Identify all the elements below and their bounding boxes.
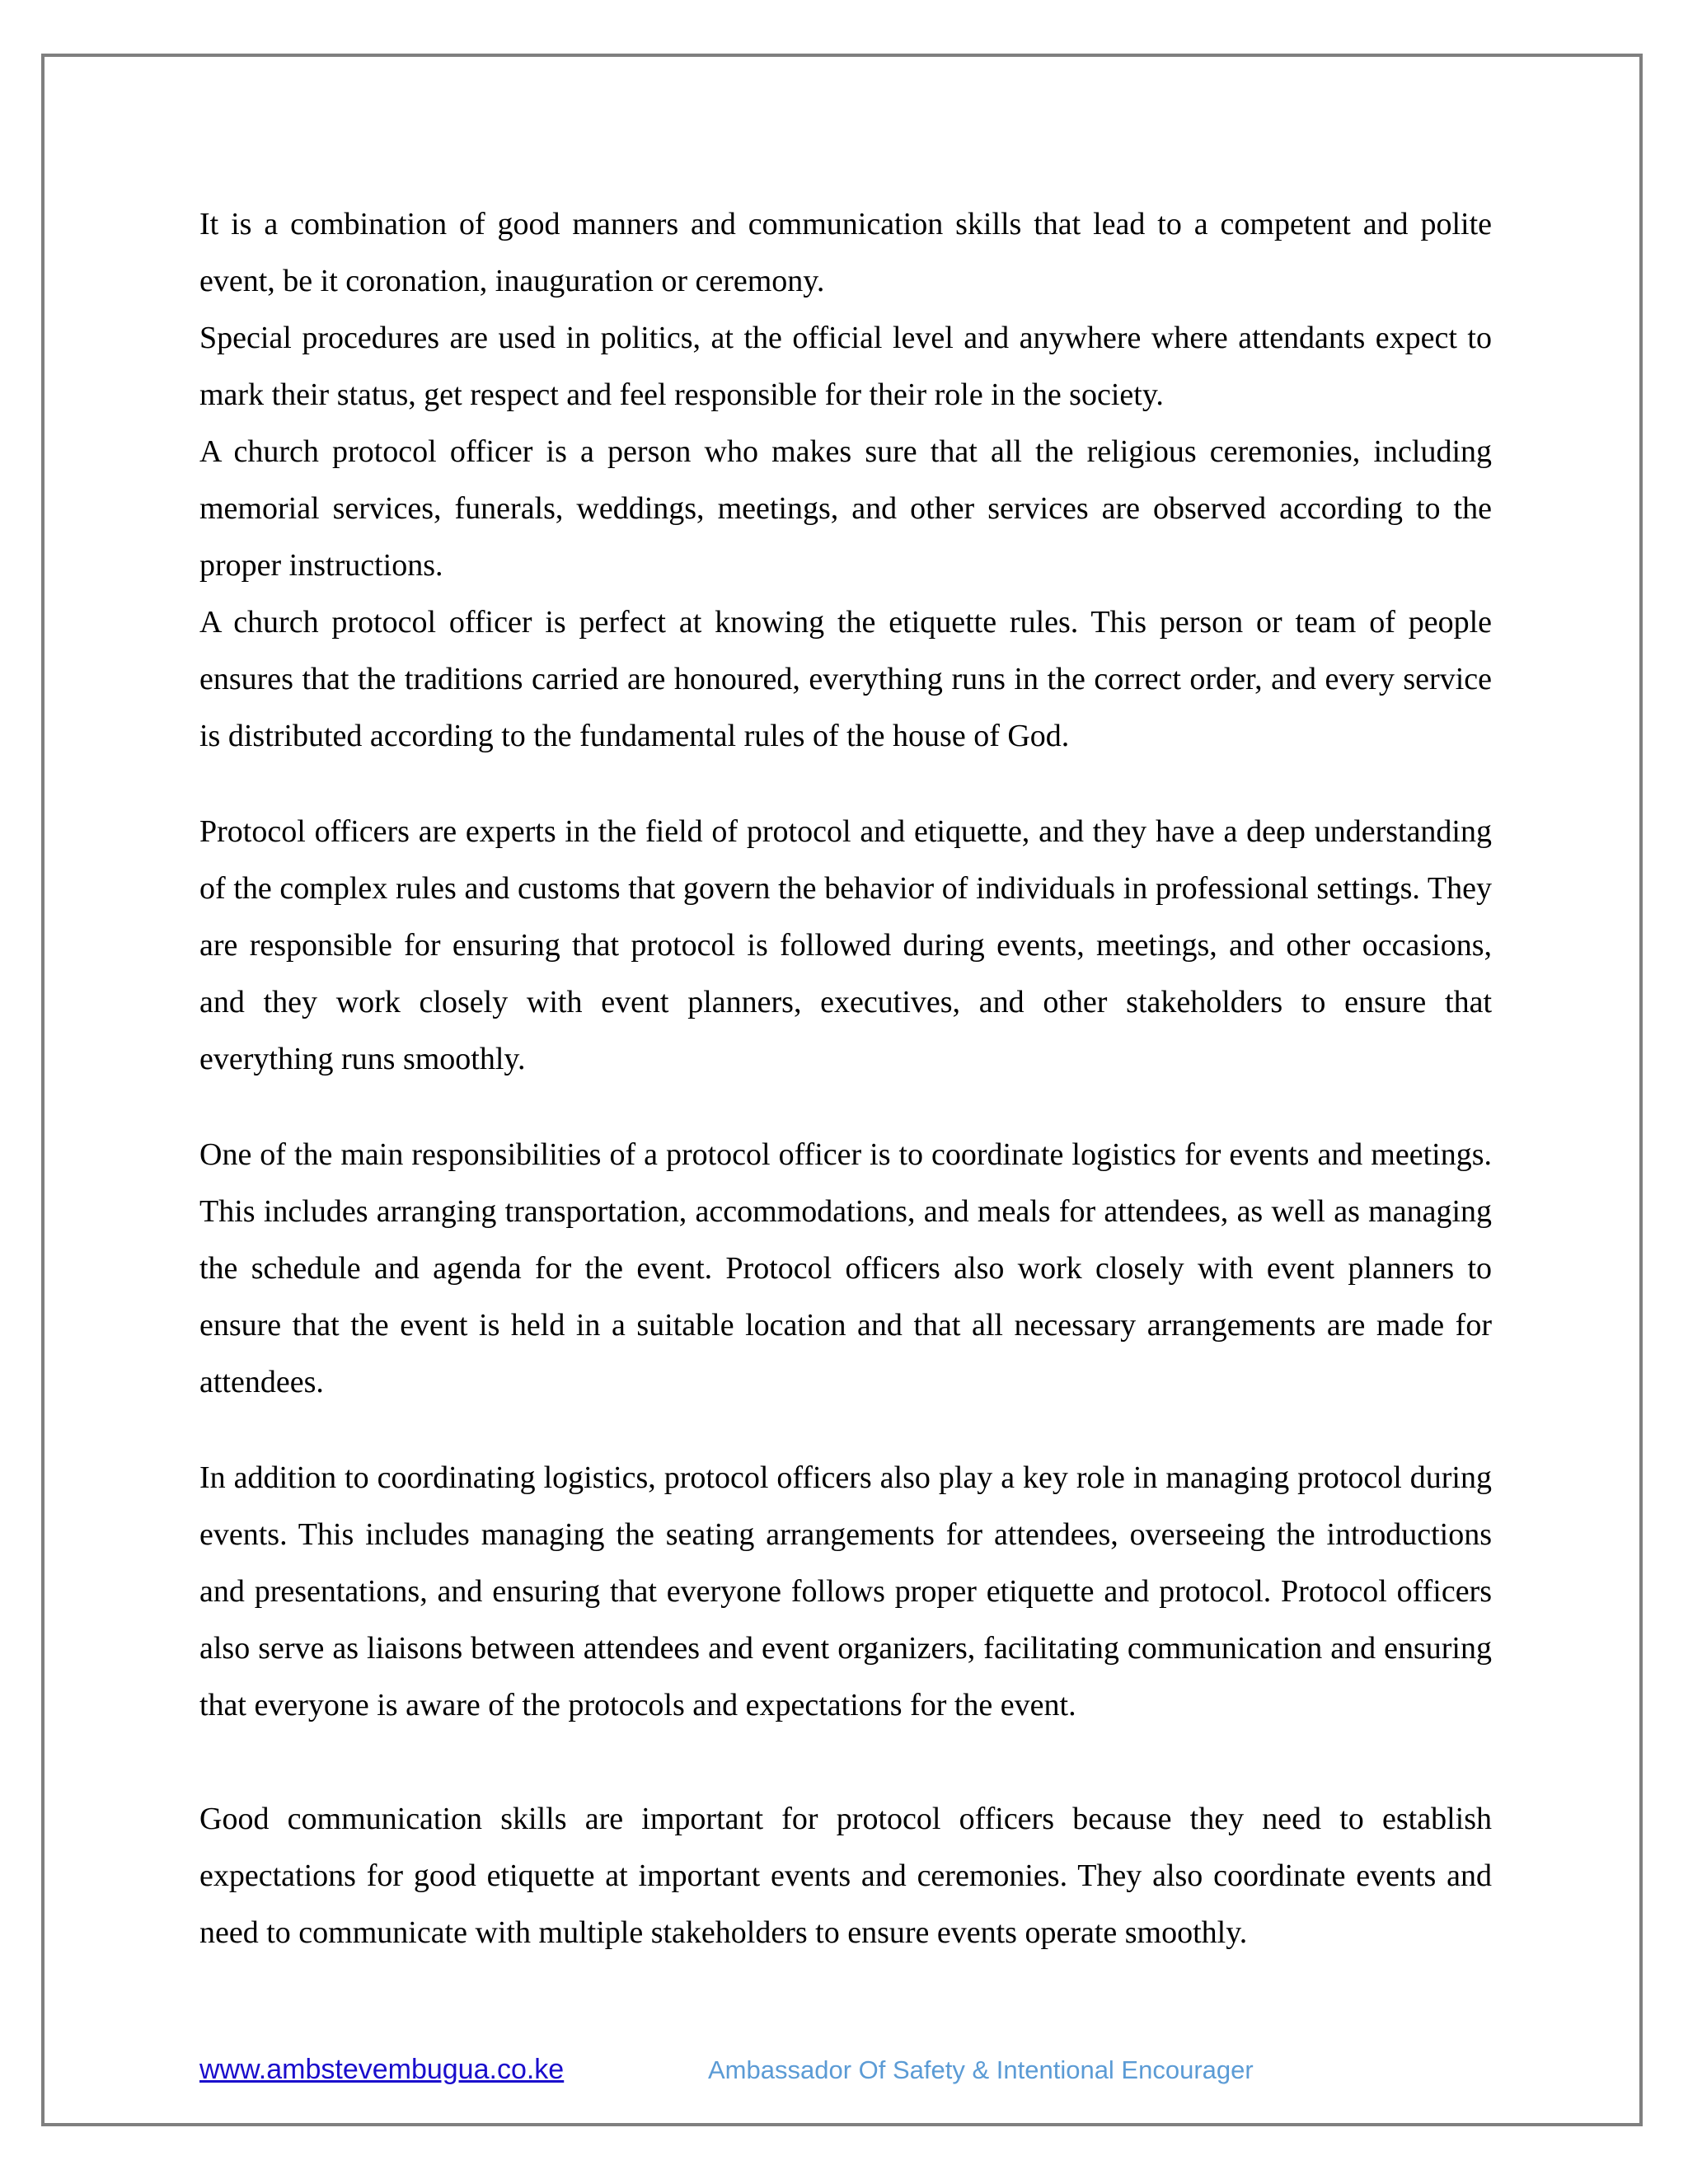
paragraph-8: Good communication skills are important for protocol officers because they need to establish expectations for good etiquette at important events and ceremonies. They also coordinate events and need to communicate with multiple stakeholders to ensure events operate smoothly.: [199, 1802, 1492, 1950]
paragraph-1: It is a combination of good manners and communication skills that lead to a competent and polite event, be it coronation, inauguration or ceremony.: [199, 207, 1492, 298]
paragraph-6: One of the main responsibilities of a protocol officer is to coordinate logistics for events and meetings. This includes arranging transportation, accommodations, and meals for attendees, as well as managing the schedule and agenda for the event. Protocol officers also work closely with event planners to ensure that the event is held in a suitable location and that all necessary arrangements are made for attendees.: [199, 1137, 1492, 1399]
footer-website-link[interactable]: www.ambstevembugua.co.ke: [199, 2054, 565, 2085]
paragraph-7: In addition to coordinating logistics, protocol officers also play a key role in managing protocol during events. This includes managing the seating arrangements for attendees, overseeing the introductions and presentations, and ensuring that everyone follows proper etiquette and protocol. Protocol officers also serve as liaisons between attendees and event organizers, facilitating communication and ensuring that everyone is aware of the protocols and expectations for the event.: [199, 1460, 1492, 1722]
paragraph-5: Protocol officers are experts in the field of protocol and etiquette, and they have a deep understanding of the complex rules and customs that govern the behavior of individuals in professional settings. They are responsible for ensuring that protocol is followed during events, meetings, and other occasions, and they work closely with event planners, executives, and other stakeholders to ensure that everything runs smoothly.: [199, 814, 1492, 1076]
paragraph-2: Special procedures are used in politics, at the official level and anywhere where attendants expect to mark their status, get respect and feel responsible for their role in the society.: [199, 321, 1492, 412]
footer-tagline: Ambassador Of Safety & Intentional Encourager: [708, 2055, 1254, 2084]
paragraph-4: A church protocol officer is perfect at knowing the etiquette rules. This person or team of people ensures that the traditions carried are honoured, everything runs in the correct order, and every service is distributed according to the fundamental rules of the house of God.: [199, 605, 1492, 753]
document-body: [199, 196, 1492, 1961]
paragraph-3: A church protocol officer is a person who makes sure that all the religious ceremonies, including memorial services, funerals, weddings, meetings, and other services are observed according to the proper instructions.: [199, 434, 1492, 583]
